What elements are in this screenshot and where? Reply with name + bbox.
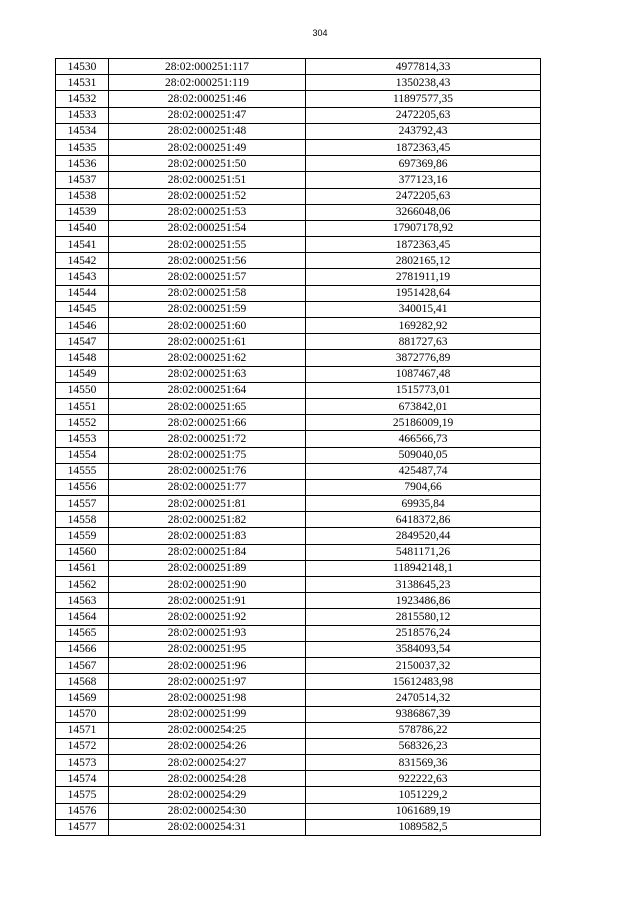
cadastral-number-cell: 28:02:000254:29 xyxy=(109,787,306,803)
value-cell: 3872776,89 xyxy=(306,350,541,366)
cadastral-number-cell: 28:02:000251:84 xyxy=(109,544,306,560)
cadastral-number-cell: 28:02:000251:98 xyxy=(109,690,306,706)
value-cell: 2849520,44 xyxy=(306,528,541,544)
cadastral-number-cell: 28:02:000251:59 xyxy=(109,301,306,317)
cadastral-number-cell: 28:02:000251:64 xyxy=(109,382,306,398)
row-number-cell: 14565 xyxy=(56,625,109,641)
table-row xyxy=(56,690,541,706)
value-cell: 2815580,12 xyxy=(306,609,541,625)
table-row xyxy=(56,75,541,91)
value-cell: 881727,63 xyxy=(306,334,541,350)
cadastral-number-cell: 28:02:000254:30 xyxy=(109,803,306,819)
cadastral-number-cell: 28:02:000251:97 xyxy=(109,674,306,690)
row-number-cell: 14539 xyxy=(56,204,109,220)
row-number-cell: 14548 xyxy=(56,350,109,366)
table-row xyxy=(56,787,541,803)
cadastral-number-cell: 28:02:000251:65 xyxy=(109,398,306,414)
table-row xyxy=(56,350,541,366)
value-cell: 11897577,35 xyxy=(306,91,541,107)
value-cell: 568326,23 xyxy=(306,738,541,754)
value-cell: 1087467,48 xyxy=(306,366,541,382)
value-cell: 1923486,86 xyxy=(306,593,541,609)
row-number-cell: 14571 xyxy=(56,722,109,738)
table-row xyxy=(56,593,541,609)
cadastral-number-cell: 28:02:000251:63 xyxy=(109,366,306,382)
registry-table xyxy=(55,58,541,836)
table-row xyxy=(56,301,541,317)
row-number-cell: 14540 xyxy=(56,220,109,236)
table-row xyxy=(56,560,541,576)
cadastral-number-cell: 28:02:000251:90 xyxy=(109,577,306,593)
cadastral-number-cell: 28:02:000251:55 xyxy=(109,237,306,253)
table-row xyxy=(56,318,541,334)
table-row xyxy=(56,334,541,350)
cadastral-number-cell: 28:02:000251:56 xyxy=(109,253,306,269)
row-number-cell: 14552 xyxy=(56,415,109,431)
table-row xyxy=(56,771,541,787)
table-row xyxy=(56,657,541,673)
row-number-cell: 14568 xyxy=(56,674,109,690)
row-number-cell: 14535 xyxy=(56,139,109,155)
cadastral-number-cell: 28:02:000251:99 xyxy=(109,706,306,722)
value-cell: 340015,41 xyxy=(306,301,541,317)
row-number-cell: 14558 xyxy=(56,512,109,528)
table-row xyxy=(56,528,541,544)
cadastral-number-cell: 28:02:000251:53 xyxy=(109,204,306,220)
value-cell: 425487,74 xyxy=(306,463,541,479)
value-cell: 673842,01 xyxy=(306,398,541,414)
row-number-cell: 14561 xyxy=(56,560,109,576)
row-number-cell: 14557 xyxy=(56,496,109,512)
table-row xyxy=(56,123,541,139)
cadastral-number-cell: 28:02:000251:51 xyxy=(109,172,306,188)
table-row xyxy=(56,172,541,188)
table-row xyxy=(56,220,541,236)
row-number-cell: 14577 xyxy=(56,819,109,835)
value-cell: 1350238,43 xyxy=(306,75,541,91)
table-row xyxy=(56,398,541,414)
table-row xyxy=(56,91,541,107)
value-cell: 4977814,33 xyxy=(306,59,541,75)
row-number-cell: 14531 xyxy=(56,75,109,91)
table-row xyxy=(56,447,541,463)
cadastral-number-cell: 28:02:000251:50 xyxy=(109,156,306,172)
row-number-cell: 14555 xyxy=(56,463,109,479)
table-row xyxy=(56,819,541,835)
cadastral-number-cell: 28:02:000251:46 xyxy=(109,91,306,107)
row-number-cell: 14533 xyxy=(56,107,109,123)
table-row xyxy=(56,415,541,431)
value-cell: 578786,22 xyxy=(306,722,541,738)
cadastral-number-cell: 28:02:000251:48 xyxy=(109,123,306,139)
table-row xyxy=(56,139,541,155)
value-cell: 1872363,45 xyxy=(306,237,541,253)
cadastral-number-cell: 28:02:000251:83 xyxy=(109,528,306,544)
value-cell: 1951428,64 xyxy=(306,285,541,301)
row-number-cell: 14574 xyxy=(56,771,109,787)
row-number-cell: 14567 xyxy=(56,657,109,673)
table-row xyxy=(56,609,541,625)
value-cell: 2518576,24 xyxy=(306,625,541,641)
value-cell: 2802165,12 xyxy=(306,253,541,269)
table-row xyxy=(56,237,541,253)
value-cell: 1051229,2 xyxy=(306,787,541,803)
table-row xyxy=(56,803,541,819)
value-cell: 243792,43 xyxy=(306,123,541,139)
value-cell: 9386867,39 xyxy=(306,706,541,722)
row-number-cell: 14542 xyxy=(56,253,109,269)
row-number-cell: 14553 xyxy=(56,431,109,447)
table-row xyxy=(56,755,541,771)
cadastral-number-cell: 28:02:000251:95 xyxy=(109,641,306,657)
table-row xyxy=(56,496,541,512)
value-cell: 3584093,54 xyxy=(306,641,541,657)
value-cell: 6418372,86 xyxy=(306,512,541,528)
value-cell: 922222,63 xyxy=(306,771,541,787)
cadastral-number-cell: 28:02:000251:93 xyxy=(109,625,306,641)
row-number-cell: 14573 xyxy=(56,755,109,771)
row-number-cell: 14543 xyxy=(56,269,109,285)
cadastral-number-cell: 28:02:000251:49 xyxy=(109,139,306,155)
value-cell: 377123,16 xyxy=(306,172,541,188)
table-row xyxy=(56,463,541,479)
row-number-cell: 14560 xyxy=(56,544,109,560)
value-cell: 1089582,5 xyxy=(306,819,541,835)
registry-table-body xyxy=(56,59,541,836)
row-number-cell: 14545 xyxy=(56,301,109,317)
value-cell: 466566,73 xyxy=(306,431,541,447)
cadastral-number-cell: 28:02:000251:81 xyxy=(109,496,306,512)
row-number-cell: 14576 xyxy=(56,803,109,819)
value-cell: 15612483,98 xyxy=(306,674,541,690)
row-number-cell: 14541 xyxy=(56,237,109,253)
value-cell: 169282,92 xyxy=(306,318,541,334)
row-number-cell: 14547 xyxy=(56,334,109,350)
row-number-cell: 14551 xyxy=(56,398,109,414)
value-cell: 2472205,63 xyxy=(306,107,541,123)
cadastral-number-cell: 28:02:000251:92 xyxy=(109,609,306,625)
table-row xyxy=(56,577,541,593)
table-row xyxy=(56,204,541,220)
cadastral-number-cell: 28:02:000251:72 xyxy=(109,431,306,447)
cadastral-number-cell: 28:02:000251:60 xyxy=(109,318,306,334)
value-cell: 3138645,23 xyxy=(306,577,541,593)
cadastral-number-cell: 28:02:000251:62 xyxy=(109,350,306,366)
table-row xyxy=(56,269,541,285)
cadastral-number-cell: 28:02:000251:61 xyxy=(109,334,306,350)
row-number-cell: 14546 xyxy=(56,318,109,334)
cadastral-number-cell: 28:02:000251:54 xyxy=(109,220,306,236)
value-cell: 7904,66 xyxy=(306,479,541,495)
value-cell: 1061689,19 xyxy=(306,803,541,819)
row-number-cell: 14564 xyxy=(56,609,109,625)
cadastral-number-cell: 28:02:000251:76 xyxy=(109,463,306,479)
row-number-cell: 14532 xyxy=(56,91,109,107)
value-cell: 25186009,19 xyxy=(306,415,541,431)
table-row xyxy=(56,674,541,690)
row-number-cell: 14572 xyxy=(56,738,109,754)
row-number-cell: 14566 xyxy=(56,641,109,657)
value-cell: 2470514,32 xyxy=(306,690,541,706)
table-row xyxy=(56,188,541,204)
row-number-cell: 14530 xyxy=(56,59,109,75)
cadastral-number-cell: 28:02:000251:47 xyxy=(109,107,306,123)
table-row xyxy=(56,479,541,495)
row-number-cell: 14537 xyxy=(56,172,109,188)
table-row xyxy=(56,253,541,269)
cadastral-number-cell: 28:02:000251:52 xyxy=(109,188,306,204)
cadastral-number-cell: 28:02:000254:26 xyxy=(109,738,306,754)
cadastral-number-cell: 28:02:000251:66 xyxy=(109,415,306,431)
table-row xyxy=(56,544,541,560)
value-cell: 697369,86 xyxy=(306,156,541,172)
table-row xyxy=(56,512,541,528)
cadastral-number-cell: 28:02:000251:89 xyxy=(109,560,306,576)
value-cell: 69935,84 xyxy=(306,496,541,512)
row-number-cell: 14556 xyxy=(56,479,109,495)
cadastral-number-cell: 28:02:000251:77 xyxy=(109,479,306,495)
page-number: 304 xyxy=(312,28,328,38)
row-number-cell: 14554 xyxy=(56,447,109,463)
value-cell: 1515773,01 xyxy=(306,382,541,398)
cadastral-number-cell: 28:02:000251:91 xyxy=(109,593,306,609)
cadastral-number-cell: 28:02:000251:117 xyxy=(109,59,306,75)
cadastral-number-cell: 28:02:000254:31 xyxy=(109,819,306,835)
row-number-cell: 14575 xyxy=(56,787,109,803)
cadastral-number-cell: 28:02:000251:57 xyxy=(109,269,306,285)
table-row xyxy=(56,59,541,75)
row-number-cell: 14570 xyxy=(56,706,109,722)
table-row xyxy=(56,107,541,123)
value-cell: 509040,05 xyxy=(306,447,541,463)
table-row xyxy=(56,431,541,447)
value-cell: 2781911,19 xyxy=(306,269,541,285)
row-number-cell: 14569 xyxy=(56,690,109,706)
cadastral-number-cell: 28:02:000254:28 xyxy=(109,771,306,787)
table-row xyxy=(56,738,541,754)
row-number-cell: 14544 xyxy=(56,285,109,301)
value-cell: 2472205,63 xyxy=(306,188,541,204)
table-row xyxy=(56,641,541,657)
table-row xyxy=(56,706,541,722)
cadastral-number-cell: 28:02:000251:58 xyxy=(109,285,306,301)
cadastral-number-cell: 28:02:000251:119 xyxy=(109,75,306,91)
cadastral-number-cell: 28:02:000251:75 xyxy=(109,447,306,463)
cadastral-number-cell: 28:02:000254:25 xyxy=(109,722,306,738)
row-number-cell: 14550 xyxy=(56,382,109,398)
row-number-cell: 14536 xyxy=(56,156,109,172)
row-number-cell: 14559 xyxy=(56,528,109,544)
value-cell: 831569,36 xyxy=(306,755,541,771)
table-row xyxy=(56,285,541,301)
table-row xyxy=(56,625,541,641)
row-number-cell: 14534 xyxy=(56,123,109,139)
value-cell: 5481171,26 xyxy=(306,544,541,560)
value-cell: 17907178,92 xyxy=(306,220,541,236)
table-row xyxy=(56,366,541,382)
cadastral-number-cell: 28:02:000254:27 xyxy=(109,755,306,771)
value-cell: 118942148,1 xyxy=(306,560,541,576)
row-number-cell: 14563 xyxy=(56,593,109,609)
table-row xyxy=(56,722,541,738)
table-row xyxy=(56,156,541,172)
row-number-cell: 14549 xyxy=(56,366,109,382)
value-cell: 2150037,32 xyxy=(306,657,541,673)
cadastral-number-cell: 28:02:000251:96 xyxy=(109,657,306,673)
value-cell: 3266048,06 xyxy=(306,204,541,220)
cadastral-number-cell: 28:02:000251:82 xyxy=(109,512,306,528)
row-number-cell: 14562 xyxy=(56,577,109,593)
value-cell: 1872363,45 xyxy=(306,139,541,155)
table-row xyxy=(56,382,541,398)
row-number-cell: 14538 xyxy=(56,188,109,204)
